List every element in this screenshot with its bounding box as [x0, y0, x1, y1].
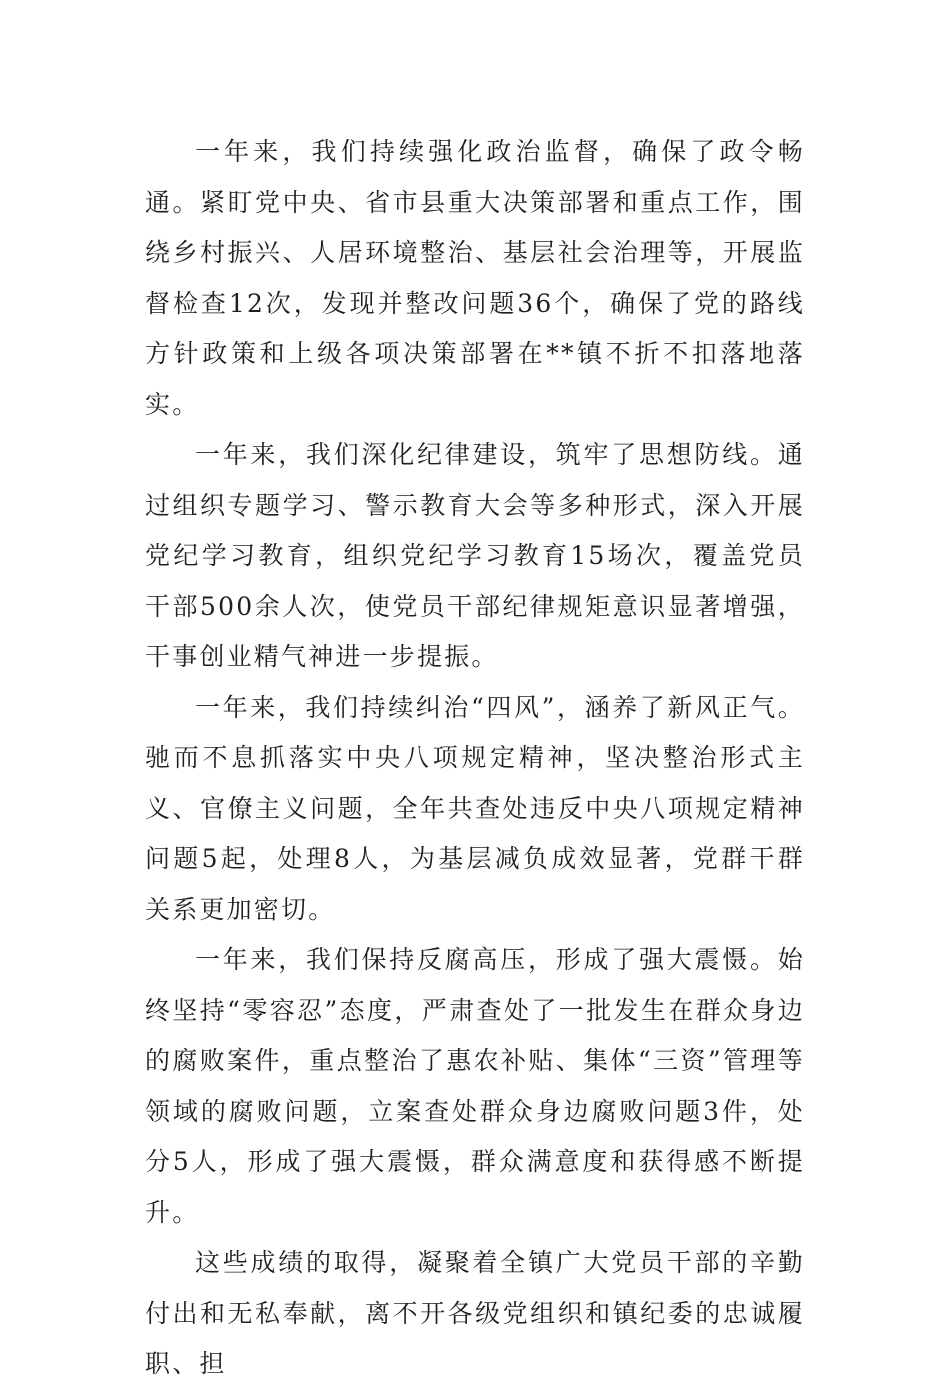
paragraph-anti-corruption: 一年来，我们保持反腐高压，形成了强大震慑。始终坚持“零容忍”态度，严肃查处了一批发生在群众身边的腐败案件，重点整治了惠农补贴、集体“三资”管理等领域的腐败问题，立案查处群众身边腐败问题3件，处分5人，形成了强大震慑，群众满意度和获得感不断提升。	[145, 945, 805, 1227]
paragraph-political-supervision: 一年来，我们持续强化政治监督，确保了政令畅通。紧盯党中央、省市县重大决策部署和重点工作，围绕乡村振兴、人居环境整治、基层社会治理等，开展监督检查12次，发现并整改问题36个，确保了党的路线方针政策和上级各项决策部署在**镇不折不扣落地落实。	[145, 137, 805, 419]
paragraph-discipline-building: 一年来，我们深化纪律建设，筑牢了思想防线。通过组织专题学习、警示教育大会等多种形式，深入开展党纪学习教育，组织党纪学习教育15场次，覆盖党员干部500余人次，使党员干部纪律规矩意识显著增强，干事创业精气神进一步提振。	[145, 440, 805, 671]
paragraph-achievements: 这些成绩的取得，凝聚着全镇广大党员干部的辛勤付出和无私奉献，离不开各级党组织和镇纪委的忠诚履职、担	[145, 1248, 805, 1378]
paragraph-four-winds: 一年来，我们持续纠治“四风”，涵养了新风正气。驰而不息抓落实中央八项规定精神，坚决整治形式主义、官僚主义问题，全年共查处违反中央八项规定精神问题5起，处理8人，为基层减负成效显著，党群干群关系更加密切。	[145, 692, 805, 924]
document-body	[145, 127, 805, 1390]
